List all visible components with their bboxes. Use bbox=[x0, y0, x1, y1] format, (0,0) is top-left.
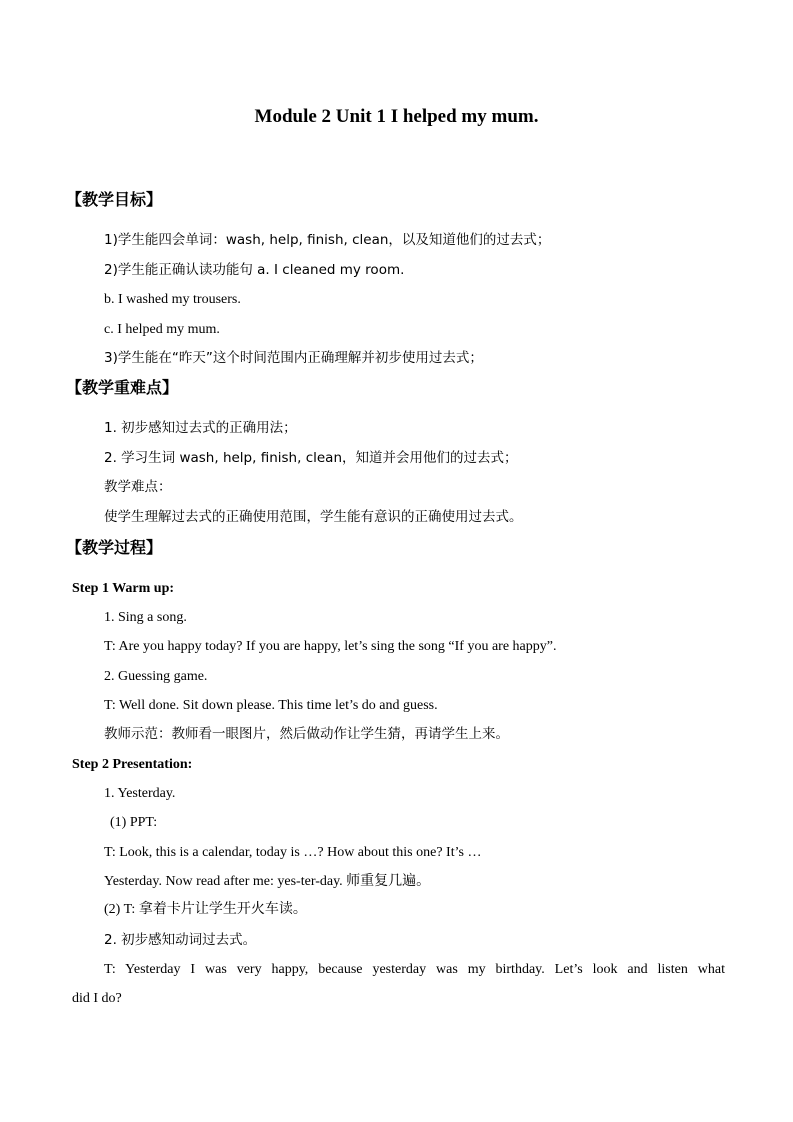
objective-item: 3)学生能在“昨天”这个时间范围内正确理解并初步使用过去式； bbox=[104, 350, 483, 366]
step1-item: 教师示范：教师看一眼图片，然后做动作让学生猜，再请学生上来。 bbox=[104, 726, 509, 742]
objectives-heading: 【教学目标】 bbox=[66, 190, 163, 209]
step2-item: (1) PPT: bbox=[110, 815, 158, 830]
key-point-item: 2. 学习生词 wash, help, finish, clean，知道并会用他们的过去式； bbox=[104, 450, 518, 466]
step2-item: T: Yesterday I was very happy, because yesterday was my birthday. Let’s look and listen what bbox=[104, 962, 725, 977]
step2-item: 2. 初步感知动词过去式。 bbox=[104, 932, 257, 948]
key-point-item: 教学难点： bbox=[104, 479, 172, 495]
objective-item: b. I washed my trousers. bbox=[104, 292, 241, 307]
step2-item: 1. Yesterday. bbox=[104, 786, 176, 801]
step2-item: did I do? bbox=[72, 991, 122, 1006]
step1-title: Step 1 Warm up: bbox=[72, 581, 175, 596]
step1-item: 2. Guessing game. bbox=[104, 669, 208, 684]
step2-item: Yesterday. Now read after me: yes-ter-day. 师重复几遍。 bbox=[104, 874, 431, 889]
objective-item: c. I helped my mum. bbox=[104, 322, 220, 337]
step1-item: T: Well done. Sit down please. This time let’s do and guess. bbox=[104, 698, 438, 713]
key-point-item: 使学生理解过去式的正确使用范围，学生能有意识的正确使用过去式。 bbox=[104, 509, 523, 525]
step2-item: T: Look, this is a calendar, today is …? How about this one? It’s … bbox=[104, 845, 482, 860]
objective-item: 1)学生能四会单词：wash, help, finish, clean，以及知道他们的过去式； bbox=[104, 232, 551, 248]
process-heading: 【教学过程】 bbox=[66, 538, 163, 557]
step2-item: (2) T: 拿着卡片让学生开火车读。 bbox=[104, 902, 307, 917]
key-point-item: 1. 初步感知过去式的正确用法； bbox=[104, 420, 297, 436]
step1-item: T: Are you happy today? If you are happy, let’s sing the song “If you are happy”. bbox=[104, 639, 557, 654]
step1-item: 1. Sing a song. bbox=[104, 610, 187, 625]
document-title: Module 2 Unit 1 I helped my mum. bbox=[254, 106, 539, 127]
objective-item: 2)学生能正确认读功能句 a. I cleaned my room. bbox=[104, 262, 405, 278]
key-points-heading: 【教学重难点】 bbox=[66, 378, 179, 397]
step2-title: Step 2 Presentation: bbox=[72, 757, 193, 772]
